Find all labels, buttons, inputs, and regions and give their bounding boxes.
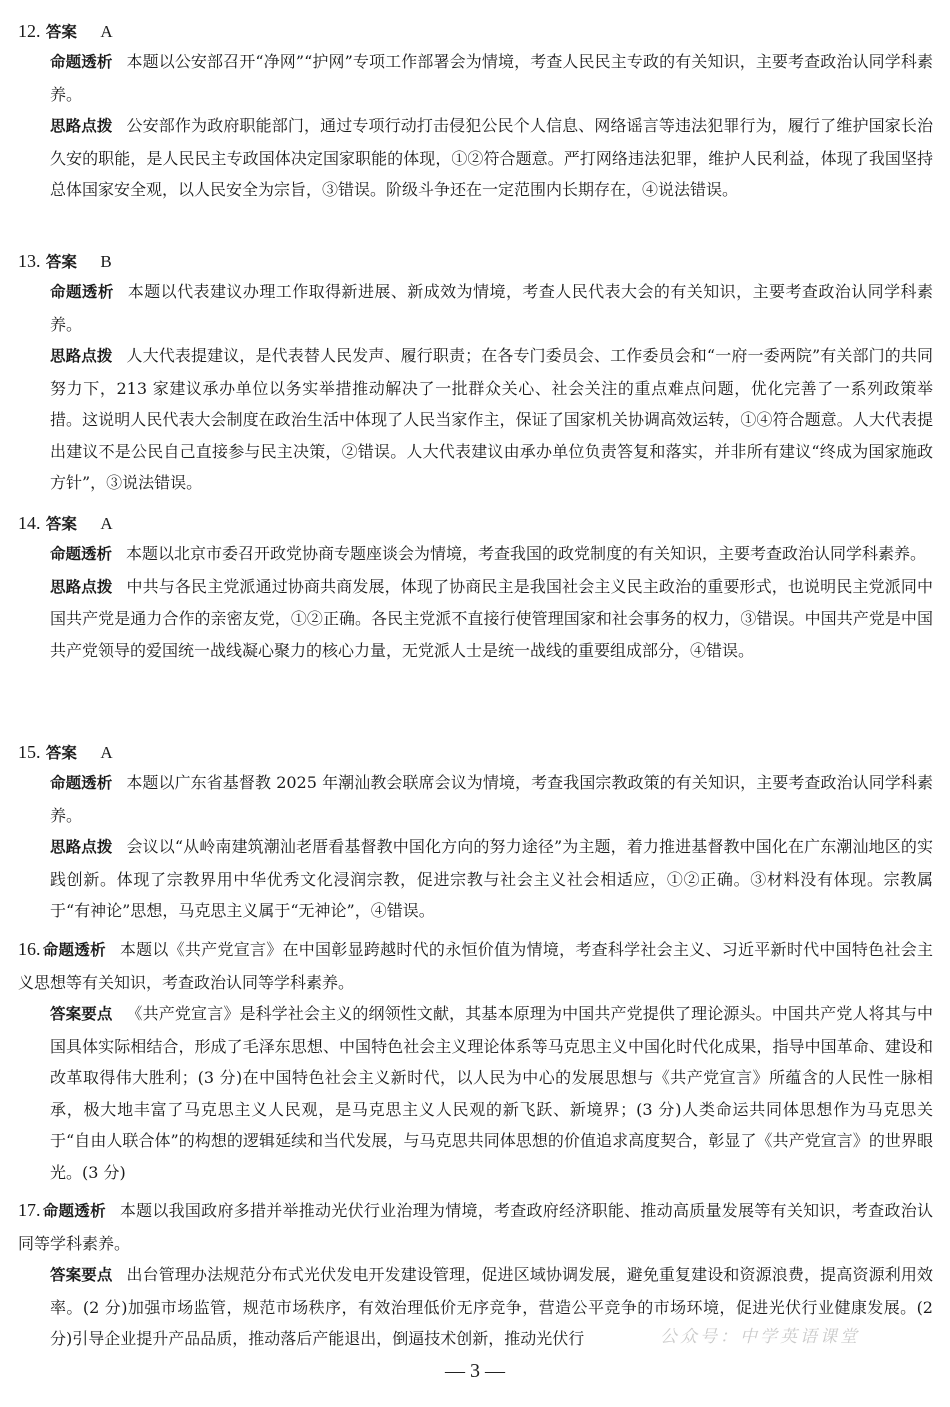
- hint-label: 思路点拨: [50, 117, 113, 135]
- answer-label: 答案: [45, 515, 77, 533]
- hint-label: 思路点拨: [50, 577, 113, 596]
- intent-text: 本题以《共产党宣言》在中国彰显跨越时代的永恒价值为情境，考查科学社会主义、习近平新时代中国特色社会主义思想等有关知识，考查政治认同等学科素养。: [18, 940, 933, 992]
- question-14: [18, 508, 933, 666]
- key-label: 答案要点: [50, 1266, 113, 1284]
- question-12: [18, 16, 933, 206]
- hint-paragraph: [50, 831, 933, 927]
- intent-text: 本题以公安部召开“净网”“护网”专项工作部署会为情境，考查人民民主专政的有关知识，主要考查政治认同学科素养。: [50, 52, 933, 104]
- page-number: — 3 —: [445, 1360, 505, 1382]
- hint-text: 公安部作为政府职能部门，通过专项行动打击侵犯公民个人信息、网络谣言等违法犯罪行为，履行了维护国家长治久安的职能，是人民民主专政国体决定国家职能的体现，①②符合题意。严打网络违法犯罪，维护人民利益，体现了我国坚持总体国家安全观，以人民安全为宗旨，③错误。阶级斗争还在一定范围内长期存在，④说法错误。: [50, 116, 933, 199]
- hint-label: 思路点拨: [50, 838, 113, 856]
- question-16: [18, 934, 933, 1188]
- hint-text: 中共与各民主党派通过协商共商发展，体现了协商民主是我国社会主义民主政治的重要形式，也说明民主党派同中国共产党是通力合作的亲密友党，①②正确。各民主党派不直接行使管理国家和社会事务的权力，③错误。中国共产党是中国共产党领导的爱国统一战线凝心聚力的核心力量，无党派人士是统一战线的重要组成部分，④错误。: [50, 576, 933, 660]
- answer-value: A: [100, 514, 113, 533]
- answer-value: B: [100, 252, 112, 271]
- question-number: 17.: [18, 1200, 41, 1220]
- intent-label: 命题透析: [42, 1202, 106, 1220]
- key-text: 出台管理办法规范分布式光伏发电开发建设管理，促进区域协调发展，避免重复建设和资源浪费，提高资源利用效率。(2 分)加强市场监管，规范市场秩序，有效治理低价无序竞争，营造公平竞争的市场环境，促进光伏行业健康发展。(2 分)引导企业提升产品品质，推动落后产能退出，倒逼技术创新，推动光伏行: [50, 1265, 933, 1348]
- hint-label: 思路点拨: [50, 347, 113, 365]
- hint-text: 会议以“从岭南建筑潮汕老厝看基督教中国化方向的努力途径”为主题，着力推进基督教中国化在广东潮汕地区的实践创新。体现了宗教界用中华优秀文化浸润宗教，促进宗教与社会主义社会相适应，①②正确。③材料没有体现。宗教属于“有神论”思想，马克思主义属于“无神论”，④错误。: [50, 837, 933, 920]
- answer-line: [18, 16, 933, 46]
- intent-paragraph: [50, 46, 933, 110]
- hint-paragraph: [50, 571, 933, 667]
- answer-value: A: [100, 743, 113, 762]
- intent-label: 命题透析: [50, 774, 113, 792]
- answer-line: [18, 737, 933, 767]
- intent-paragraph: [18, 934, 933, 998]
- question-number: 14.: [18, 513, 41, 533]
- answer-label: 答案: [45, 744, 77, 762]
- answer-value: A: [100, 22, 113, 41]
- intent-paragraph: [50, 276, 933, 340]
- intent-text: 本题以北京市委召开政党协商专题座谈会为情境，考查我国的政党制度的有关知识，主要考查政治认同学科素养。: [126, 544, 927, 563]
- intent-text: 本题以广东省基督教 2025 年潮汕教会联席会议为情境，考查我国宗教政策的有关知识，主要考查政治认同学科素养。: [50, 773, 933, 825]
- intent-paragraph: [50, 538, 933, 571]
- intent-text: 本题以我国政府多措并举推动光伏行业治理为情境，考查政府经济职能、推动高质量发展等有关知识，考查政治认同等学科素养。: [18, 1201, 933, 1253]
- question-number: 12.: [18, 21, 41, 41]
- intent-paragraph: [18, 1195, 933, 1259]
- key-label: 答案要点: [50, 1005, 113, 1023]
- question-13: [18, 246, 933, 499]
- intent-text: 本题以代表建议办理工作取得新进展、新成效为情境，考查人民代表大会的有关知识，主要考查政治认同学科素养。: [50, 282, 933, 334]
- intent-label: 命题透析: [42, 941, 106, 959]
- question-number: 13.: [18, 251, 41, 271]
- answer-line: [18, 246, 933, 276]
- hint-paragraph: [50, 340, 933, 499]
- intent-label: 命题透析: [50, 53, 113, 71]
- intent-label: 命题透析: [50, 545, 113, 563]
- question-number: 15.: [18, 742, 41, 762]
- hint-text: 人大代表提建议，是代表替人民发声、履行职责；在各专门委员会、工作委员会和“一府一委两院”有关部门的共同努力下，213 家建议承办单位以务实举措推动解决了一批群众关心、社会关注的重点难点问题，优化完善了一系列政策举措。这说明人民代表大会制度在政治生活中体现了人民当家作主，保证了国家机关协调高效运转，①④符合题意。人大代表提出建议不是公民自己直接参与民主决策，②错误。人大代表建议由承办单位负责答复和落实，并非所有建议“终成为国家施政方针”，③说法错误。: [50, 346, 933, 492]
- key-text: 《共产党宣言》是科学社会主义的纲领性文献，其基本原理为中国共产党提供了理论源头。中国共产党人将其与中国具体实际相结合，形成了毛泽东思想、中国特色社会主义理论体系等马克思主义中国化时代化成果，指导中国革命、建设和改革取得伟大胜利；(3 分)在中国特色社会主义新时代，以人民为中心的发展思想与《共产党宣言》所蕴含的人民性一脉相承，极大地丰富了马克思主义人民观，是马克思主义人民观的新飞跃、新境界；(3 分)人类命运共同体思想作为马克思关于“自由人联合体”的构想的逻辑延续和当代发展，与马克思共同体思想的价值追求高度契合，彰显了《共产党宣言》的世界眼光。(3 分): [50, 1004, 933, 1182]
- intent-label: 命题透析: [50, 283, 114, 301]
- answer-line: [18, 508, 933, 538]
- answer-label: 答案: [45, 23, 77, 41]
- key-paragraph: [50, 998, 933, 1188]
- question-15: [18, 737, 933, 927]
- hint-paragraph: [50, 110, 933, 206]
- question-number: 16.: [18, 939, 41, 959]
- watermark: 公众号：中学英语课堂: [660, 1327, 860, 1347]
- intent-paragraph: [50, 767, 933, 831]
- answer-label: 答案: [45, 253, 77, 271]
